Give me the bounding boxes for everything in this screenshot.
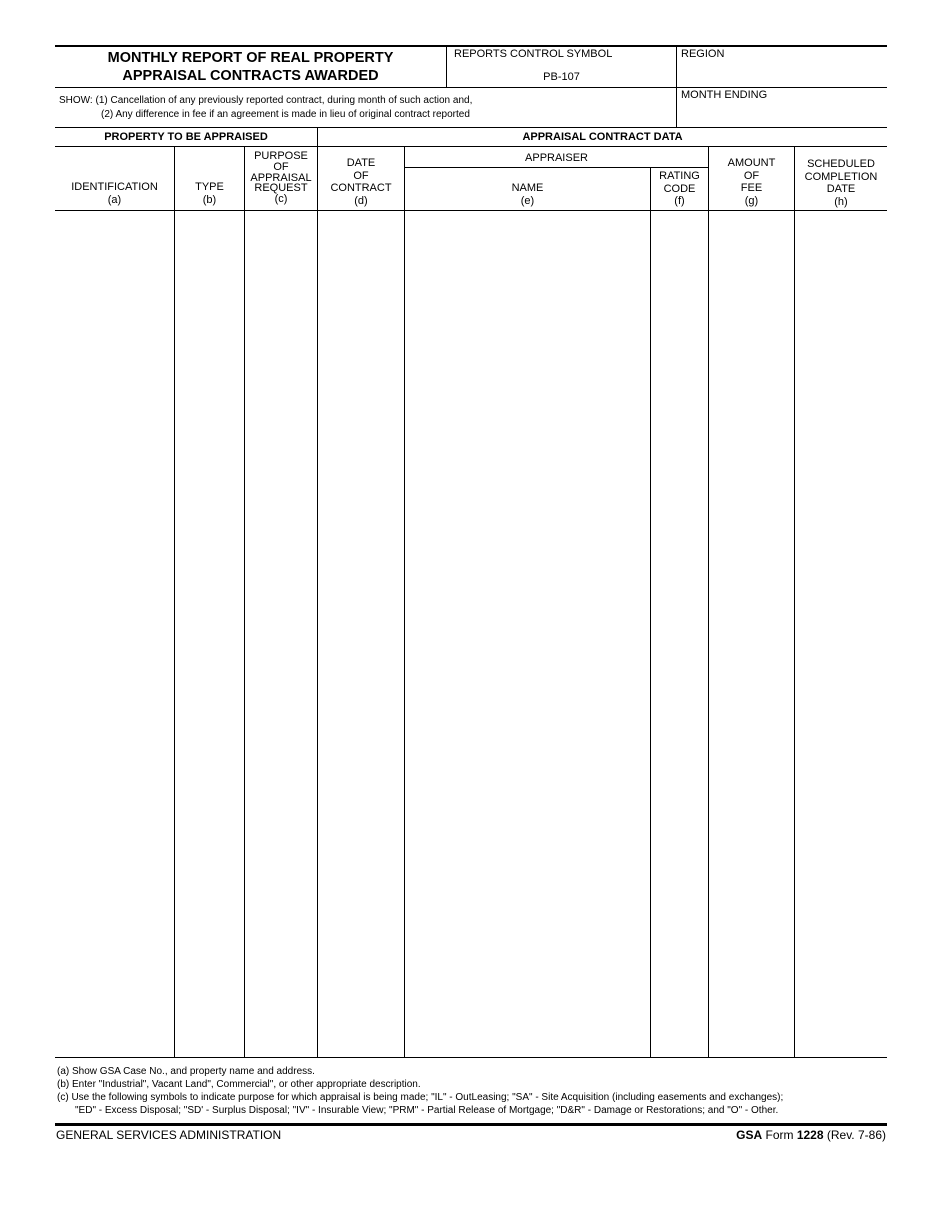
col-header-purpose: PURPOSE OF APPRAISAL REQUEST (c) [250, 150, 312, 206]
table-body-col-fee[interactable] [709, 211, 794, 1057]
reports-control-symbol-label: REPORTS CONTROL SYMBOL [454, 48, 613, 60]
group-header-contract: APPRAISAL CONTRACT DATA [522, 131, 683, 143]
col-header-name: NAME (e) [511, 182, 544, 207]
show-line1: SHOW: (1) Cancellation of any previously reported contract, during month of such action and, [59, 95, 473, 106]
col-header-rating-code: RATING CODE (f) [659, 170, 700, 207]
col-header-identification: IDENTIFICATION (a) [71, 181, 158, 206]
table-body-col-completion[interactable] [795, 211, 887, 1057]
footnotes [57, 1065, 887, 1117]
form-title [55, 49, 446, 85]
month-ending-label: MONTH ENDING [681, 89, 768, 101]
table-body-col-identification[interactable] [55, 211, 174, 1057]
divider [55, 146, 887, 147]
divider [55, 87, 887, 88]
agency-name: GENERAL SERVICES ADMINISTRATION [56, 1128, 282, 1142]
form-number [736, 1128, 886, 1142]
note-a: (a) Show GSA Case No., and property name and address. [57, 1066, 315, 1077]
reports-control-symbol-value: PB-107 [543, 71, 580, 83]
table-bottom-border [55, 1057, 887, 1058]
note-c-cont: "ED" - Excess Disposal; "SD' - Surplus Disposal; "IV" - Insurable View; "PRM" - Partial Release of Mortgage; "D&R" - Damage or Restorations; and "O" - Other. [75, 1105, 779, 1116]
col-header-type: TYPE (b) [195, 181, 224, 206]
divider [55, 127, 887, 128]
form-title-line2: APPRAISAL CONTRACTS AWARDED [122, 68, 379, 84]
show-instructions [59, 94, 472, 122]
col-header-scheduled-completion-date: SCHEDULED COMPLETION DATE (h) [804, 158, 878, 208]
region-label: REGION [681, 48, 725, 60]
top-border [55, 45, 887, 47]
table-body-col-date[interactable] [318, 211, 404, 1057]
table-body-col-type[interactable] [175, 211, 244, 1057]
month-ending-field[interactable] [677, 102, 887, 126]
form-rev: (Rev. 7-86) [823, 1128, 886, 1142]
form-word: Form [762, 1128, 797, 1142]
group-header-appraiser: APPRAISER [525, 152, 588, 164]
show-line2: (2) Any difference in fee if an agreement is made in lieu of original contract reported [101, 109, 470, 120]
table-body-col-purpose[interactable] [245, 211, 317, 1057]
table-body-col-rating[interactable] [651, 211, 708, 1057]
note-c: (c) Use the following symbols to indicate purpose for which appraisal is being made; "IL" - OutLeasing; "SA" - Site Acquisition (including easements and exchanges); [57, 1092, 784, 1103]
region-field[interactable] [677, 60, 887, 86]
divider [404, 167, 708, 168]
note-b: (b) Enter "Industrial", Vacant Land", Commercial", or other appropriate description. [57, 1079, 421, 1090]
footer-rule [55, 1123, 887, 1126]
divider [317, 127, 318, 147]
form-gsa: GSA [736, 1128, 763, 1142]
form-num: 1228 [796, 1128, 824, 1142]
col-header-date-of-contract: DATE OF CONTRACT (d) [330, 157, 392, 207]
group-header-property: PROPERTY TO BE APPRAISED [104, 131, 268, 143]
form-title-line1: MONTHLY REPORT OF REAL PROPERTY [107, 50, 394, 66]
table-body-col-name[interactable] [405, 211, 650, 1057]
col-header-amount-of-fee: AMOUNT OF FEE (g) [727, 157, 776, 207]
